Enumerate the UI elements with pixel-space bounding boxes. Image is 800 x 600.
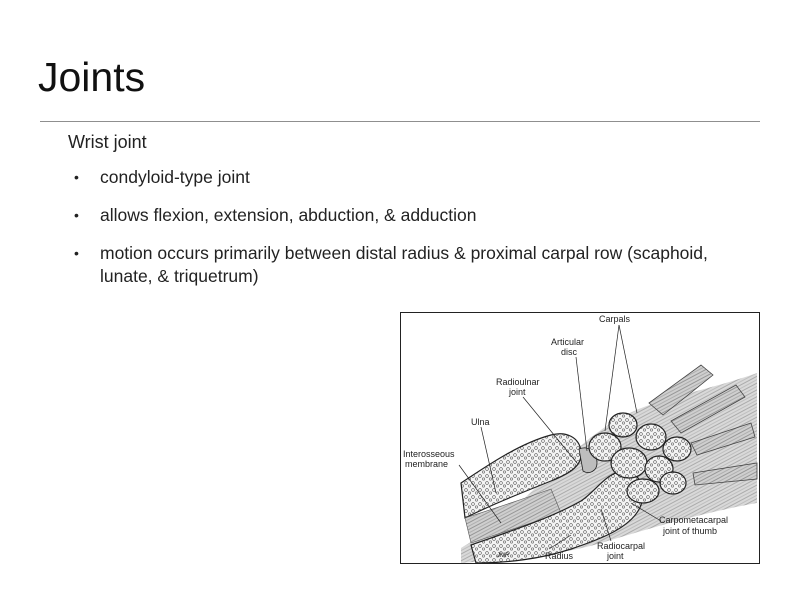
label-radiocarpal-joint: Radiocarpal	[597, 541, 646, 551]
carpal-bone	[636, 424, 666, 450]
bullet-text: motion occurs primarily between distal radius & proximal carpal row (scaphoid, lunate, & triquetrum)	[100, 243, 708, 286]
bullet-item	[72, 242, 732, 288]
artist-signature: JMR	[497, 553, 510, 559]
label-ulna: Ulna	[471, 417, 490, 427]
bullet-text: allows flexion, extension, abduction, & adduction	[100, 205, 477, 225]
carpal-bone	[611, 448, 647, 478]
bullet-marker: •	[74, 169, 79, 185]
label-articular-disc: disc	[561, 347, 578, 357]
label-carpals: Carpals	[599, 314, 631, 324]
label-radioulnar-joint: Radioulnar	[496, 377, 540, 387]
label-radius: Radius	[545, 551, 574, 561]
wrist-anatomy-figure	[400, 312, 760, 564]
bullet-marker: •	[74, 245, 79, 261]
label-carpometacarpal-joint: joint of thumb	[663, 526, 718, 536]
bullet-list	[72, 166, 732, 303]
carpal-bone	[627, 479, 659, 503]
label-interosseous-membrane: Interosseous	[403, 449, 455, 459]
slide-subheading: Wrist joint	[68, 132, 147, 152]
label-carpometacarpal-joint: Carpometacarpal	[659, 515, 729, 525]
bullet-item	[72, 166, 732, 189]
carpal-bone	[609, 413, 637, 437]
bullet-item	[72, 204, 732, 227]
bullet-marker: •	[74, 207, 79, 223]
slide-title: Joints	[38, 54, 146, 100]
title-divider	[40, 121, 760, 122]
wrist-anatomy-illustration	[401, 313, 759, 563]
label-interosseous-membrane: membrane	[405, 459, 449, 469]
carpal-bone	[660, 472, 686, 494]
label-radiocarpal-joint: joint	[607, 551, 624, 561]
label-radioulnar-joint: joint	[509, 387, 526, 397]
bullet-text: condyloid-type joint	[100, 167, 250, 187]
carpal-bone	[663, 437, 691, 461]
label-articular-disc: Articular	[551, 337, 585, 347]
